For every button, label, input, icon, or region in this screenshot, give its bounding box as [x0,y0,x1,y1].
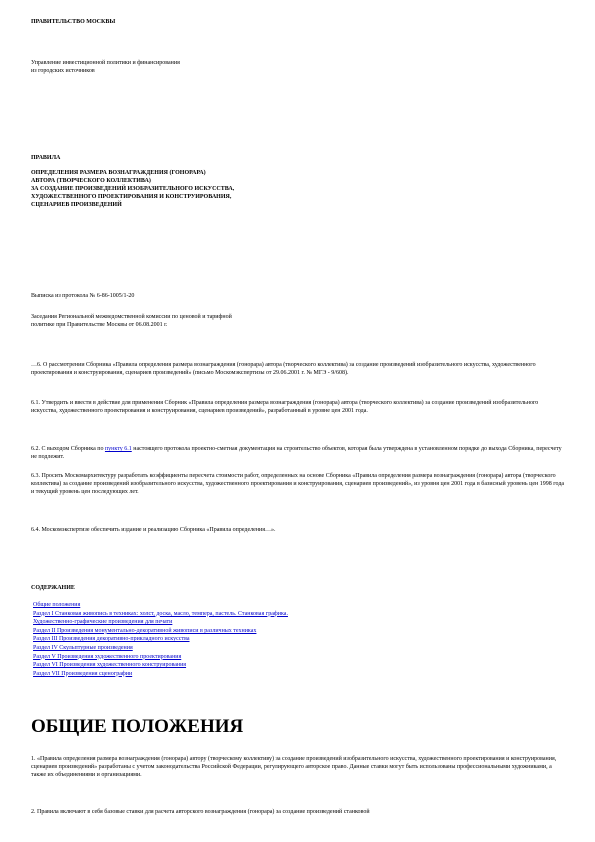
toc-item-section-2[interactable]: Раздел II Произведения монументально-декоративной живописи в различных техниках [33,627,257,634]
section-heading: ОБЩИЕ ПОЛОЖЕНИЯ [31,716,244,737]
toc-item-graphics-print[interactable]: Художественно-графические произведения для печати [33,619,173,626]
org-name: ПРАВИТЕЛЬСТВО МОСКВЫ [31,19,116,25]
paragraph-6-3 [31,472,565,496]
paragraph-6-3-text: 6.3. Просить Москомархитектуру разработать коэффициенты пересчета стоимости работ, определенных на основе Сборника «Правила определения размера вознаграждения (гонорара) автора (творческого коллектива) за создание произведений изобразительного искусства, художественного проектирования и конструирования, сценариев произведений», из уровня цен 2001 года в базисный уровень цен 1998 года и текущий уровень цен последующих лет. [31,473,565,495]
title-line-4: ХУДОЖЕСТВЕННОГО ПРОЕКТИРОВАНИЯ И КОНСТРУИРОВАНИЯ, [31,194,232,200]
section-paragraph-1-text: 1. «Правила определения размера вознаграждения (гонорара) автору (творческому коллективу) за создание произведений изобразительного искусства, художественного проектирования и конструирования, сценариев произведений» разработаны с учетом законодательства Российской Федерации, регулирующего авторское право. Данные ставки могут быть использованы профессиональными художниками, а также их объединениями и организациями. [31,756,557,778]
toc-item-section-3[interactable]: Раздел III Произведения декоративно-прикладного искусства [33,636,190,643]
header-org [31,18,565,26]
paragraph-6-4 [31,526,565,534]
section-paragraph-2 [31,808,565,816]
toc-item-section-6[interactable]: Раздел VI Произведения художественного конструирования [33,662,187,669]
toc-item-section-5[interactable]: Раздел V Произведения художественного проектирования [33,653,182,660]
paragraph-6-text: …6. О рассмотрении Сборника «Правила определения размера вознаграждения (гонорара) автора (творческого коллектива) за создание произведений изобразительного искусства, художественного проектирования и конструирования, сценариев произведений» (письмо Москомэкспертизы от 29.06.2001 г. № МГЭ - 9/608). [31,362,536,376]
toc-item-section-1[interactable]: Раздел I Станковая живопись в техниках: холст, доска, масло, темпера, пастель. Станковая графика. [33,610,288,617]
section-paragraph-1 [31,755,565,779]
link-punkt-6-1[interactable]: пункту 6.1 [104,446,132,452]
toc-list [31,601,565,678]
dept-line-1: Управление инвестиционной политики и финансирования [31,60,180,66]
paragraph-6-4-text: 6.4. Москомэкспертизе обеспечить издание и реализацию Сборника «Правила определения…». [31,527,276,533]
title-label: ПРАВИЛА [31,155,61,161]
document-title [31,154,565,209]
toc-item-section-4[interactable]: Раздел IV Скульптурные произведения [33,644,133,651]
paragraph-6-1-text: 6.1. Утвердить и ввести в действие для применения Сборник «Правила определения размера вознаграждения (гонорара) автора (творческого коллектива) за создание произведений изобразительного искусства, художественного проектирования и конструирования, сценариев произведений», разработанный в уровне цен 2001 года. [31,400,539,414]
paragraph-6-1 [31,399,565,415]
paragraph-6 [31,361,565,377]
meeting-line-2: политике при Правительстве Москвы от 06.08.2001 г. [31,322,168,328]
table-of-contents [31,584,565,678]
meeting-info [31,313,565,329]
section-paragraph-2-text: 2. Правила включают в себя базовые ставки для расчета авторского вознаграждения (гонорара) за создание произведений станковой [31,809,370,815]
title-line-5: СЦЕНАРИЕВ ПРОИЗВЕДЕНИЙ [31,202,122,208]
dept-line-2: из городских источников [31,68,95,74]
toc-item-general[interactable]: Общие положения [33,602,81,608]
toc-heading: СОДЕРЖАНИЕ [31,585,75,591]
p62-after: настоящего протокола проектно-сметная документация на строительство объектов, которая была утверждена в установленном порядке до выхода Сборника, пересчету не подлежит. [31,446,562,460]
title-line-3: ЗА СОЗДАНИЕ ПРОИЗВЕДЕНИЙ ИЗОБРАЗИТЕЛЬНОГО ИСКУССТВА, [31,186,235,192]
toc-item-section-7[interactable]: Раздел VII Произведения сценографии [33,670,133,677]
protocol-number: Выписка из протокола № 6-86-1005/1-20 [31,293,135,299]
p62-before: 6.2. С выходом Сборника по [31,446,105,452]
meeting-line-1: Заседания Региональной межведомственной комиссии по ценовой и тарифной [31,314,232,320]
header-dept [31,59,565,75]
paragraph-6-2 [31,445,565,461]
protocol-extract [31,292,565,300]
title-line-1: ОПРЕДЕЛЕНИЯ РАЗМЕРА ВОЗНАГРАЖДЕНИЯ (ГОНОРАРА) [31,170,206,176]
title-line-2: АВТОРА (ТВОРЧЕСКОГО КОЛЛЕКТИВА) [31,178,151,184]
paragraph-6-2-text [31,445,565,461]
